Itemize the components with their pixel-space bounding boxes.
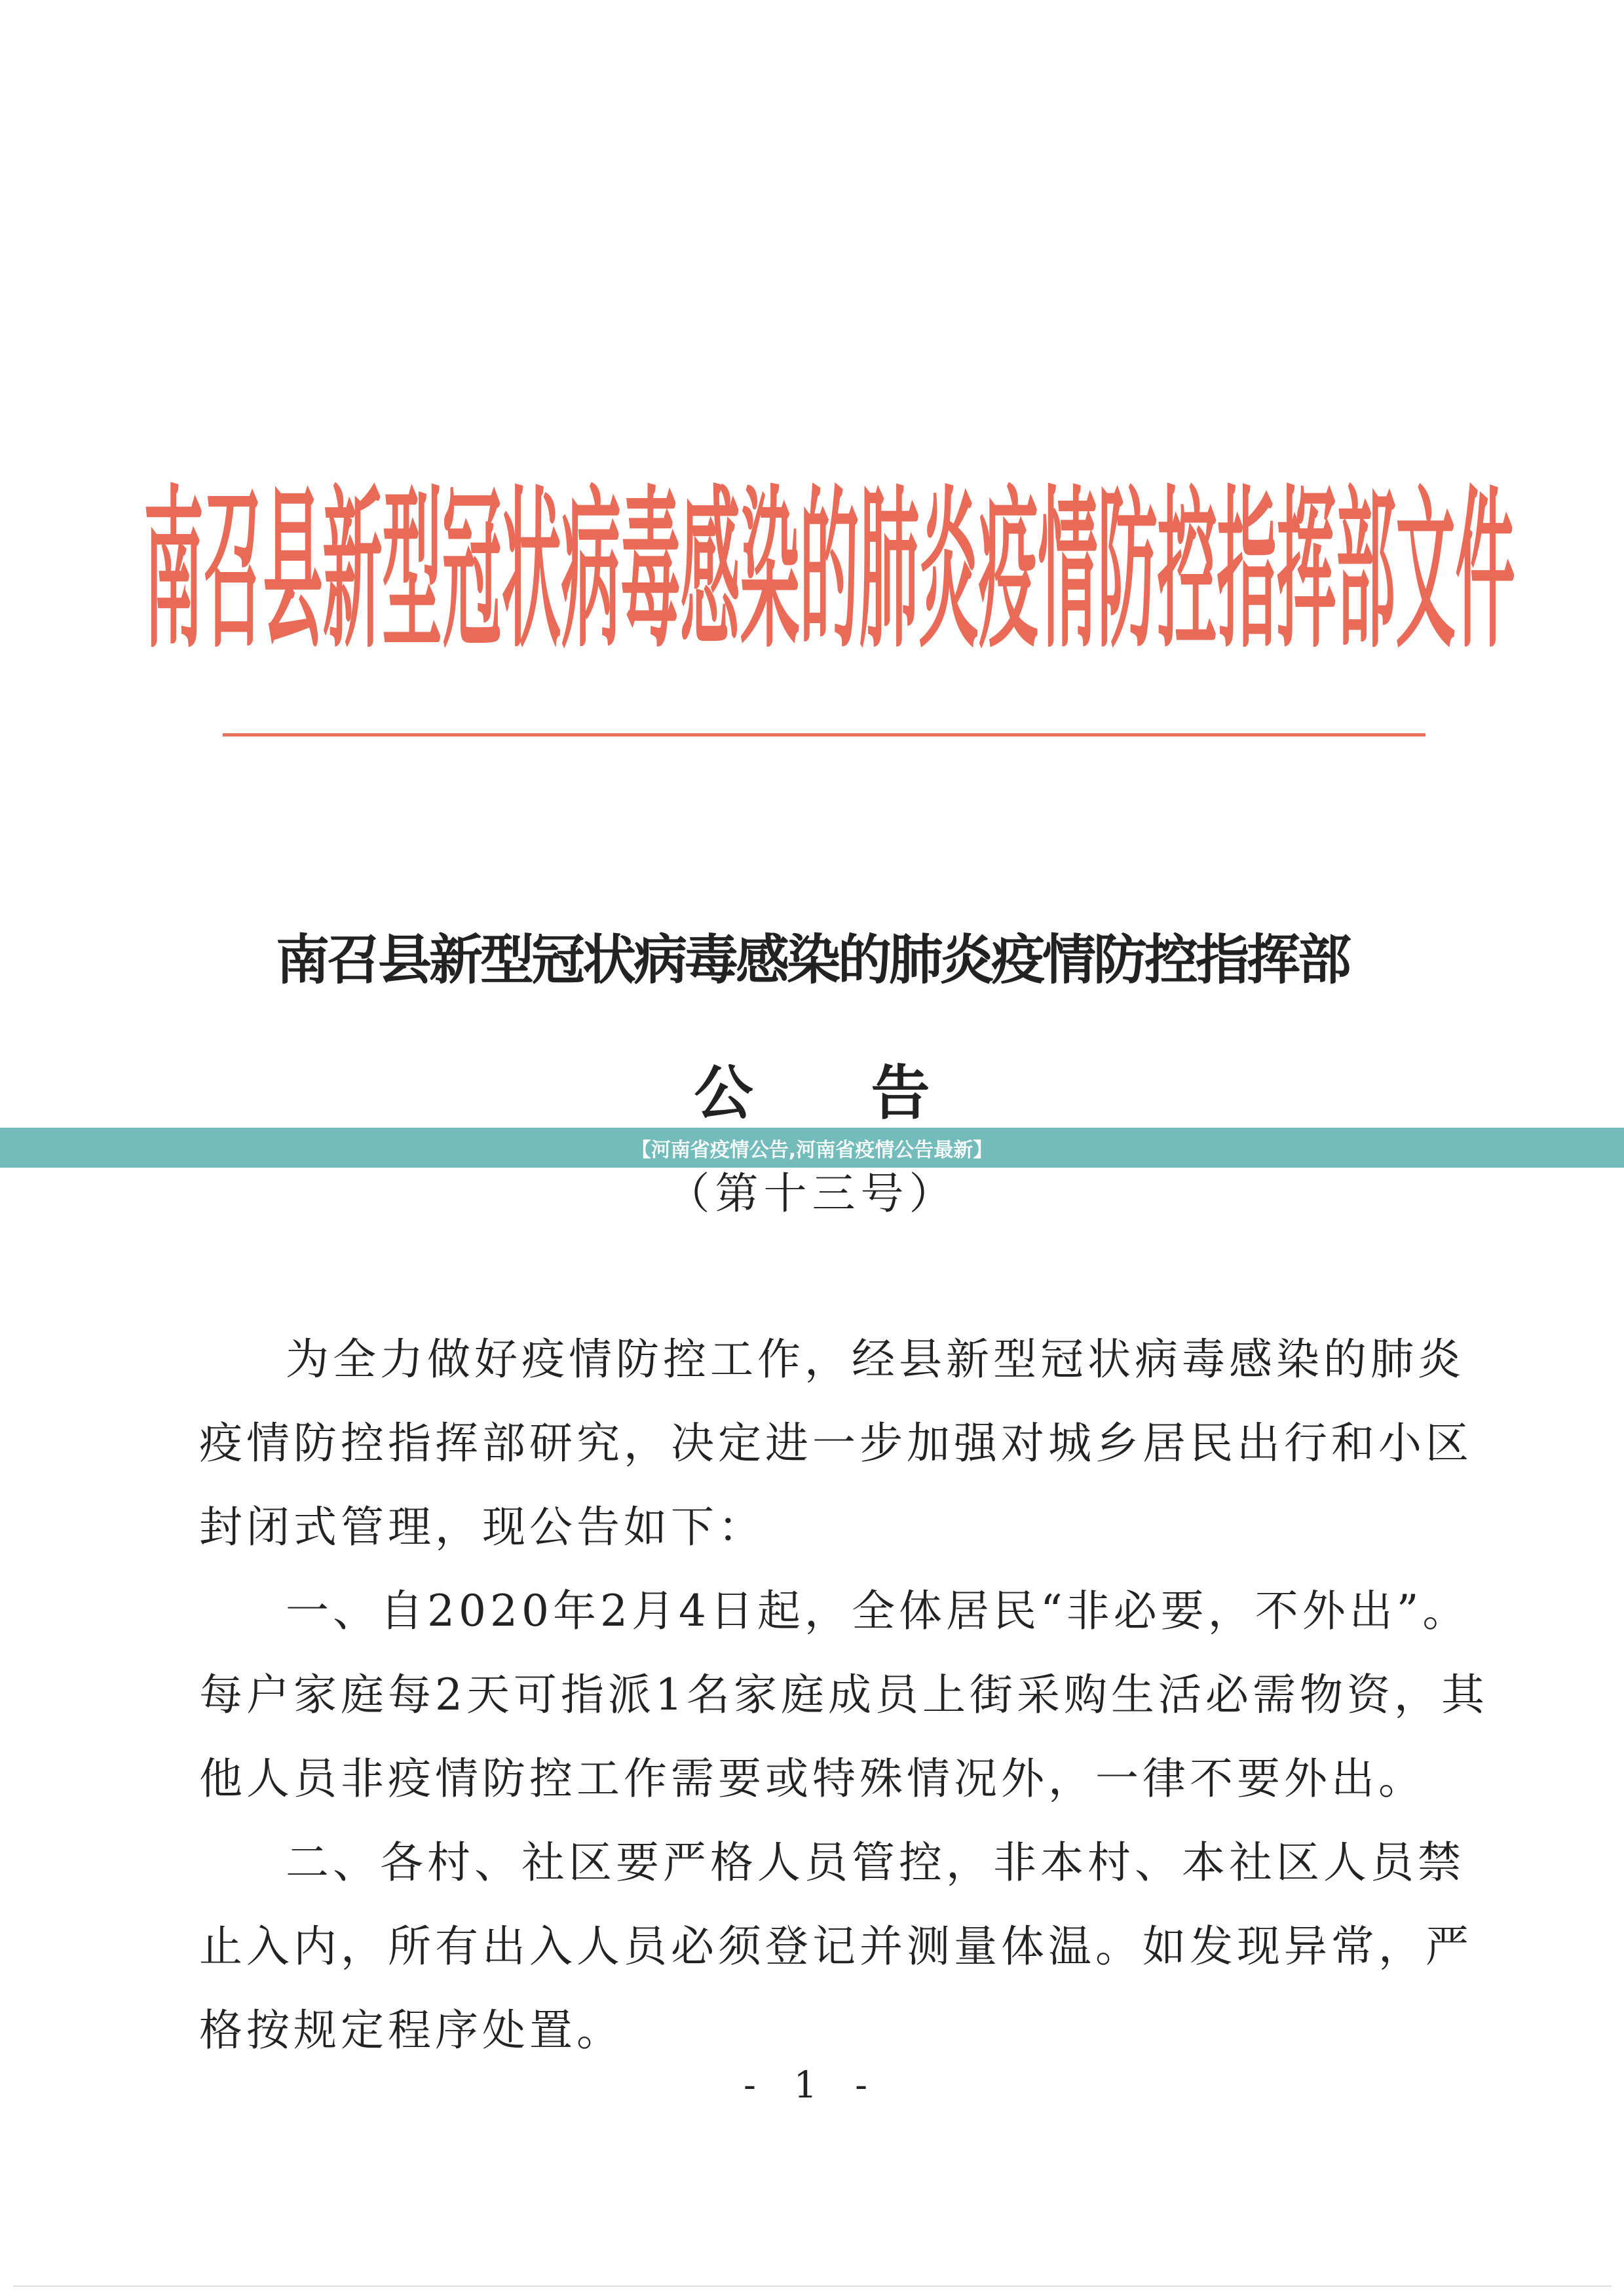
page-bottom-edge — [13, 2286, 1612, 2287]
red-header-title — [143, 459, 1515, 672]
body-line: 为全力做好疫情防控工作，经县新型冠状病毒感染的肺炎 — [286, 1334, 1465, 1385]
body-line: 二、各村、社区要严格人员管控，非本村、本社区人员禁 — [286, 1837, 1465, 1888]
body-line: 疫情防控指挥部研究，决定进一步加强对城乡居民出行和小区 — [199, 1418, 1473, 1468]
notice-title: 公告 — [694, 1058, 1048, 1128]
red-divider-line — [223, 733, 1426, 737]
body-line: 每户家庭每2天可指派1名家庭成员上街采购生活必需物资，其 — [199, 1670, 1488, 1720]
notice-number: （第十三号） — [666, 1168, 958, 1219]
body-line: 封闭式管理，现公告如下： — [199, 1502, 765, 1552]
red-header-title-text: 南召县新型冠状病毒感染的肺炎疫情防控指挥部文件 — [143, 470, 1515, 672]
body-line: 一、自2020年2月4日起，全体居民“非必要，不外出”。 — [286, 1586, 1470, 1636]
body-line: 格按规定程序处置。 — [199, 2005, 624, 2056]
page-number: - 1 - — [743, 2064, 881, 2107]
banner-text: 【河南省疫情公告,河南省疫情公告最新】 — [631, 1138, 993, 1162]
body-line: 止入内，所有出入人员必须登记并测量体温。如发现异常，严 — [199, 1921, 1473, 1972]
issuing-organization: 南召县新型冠状病毒感染的肺炎疫情防控指挥部 — [275, 928, 1349, 991]
article-title-banner — [0, 1128, 1624, 1168]
body-line: 他人员非疫情防控工作需要或特殊情况外，一律不要外出。 — [199, 1753, 1426, 1804]
